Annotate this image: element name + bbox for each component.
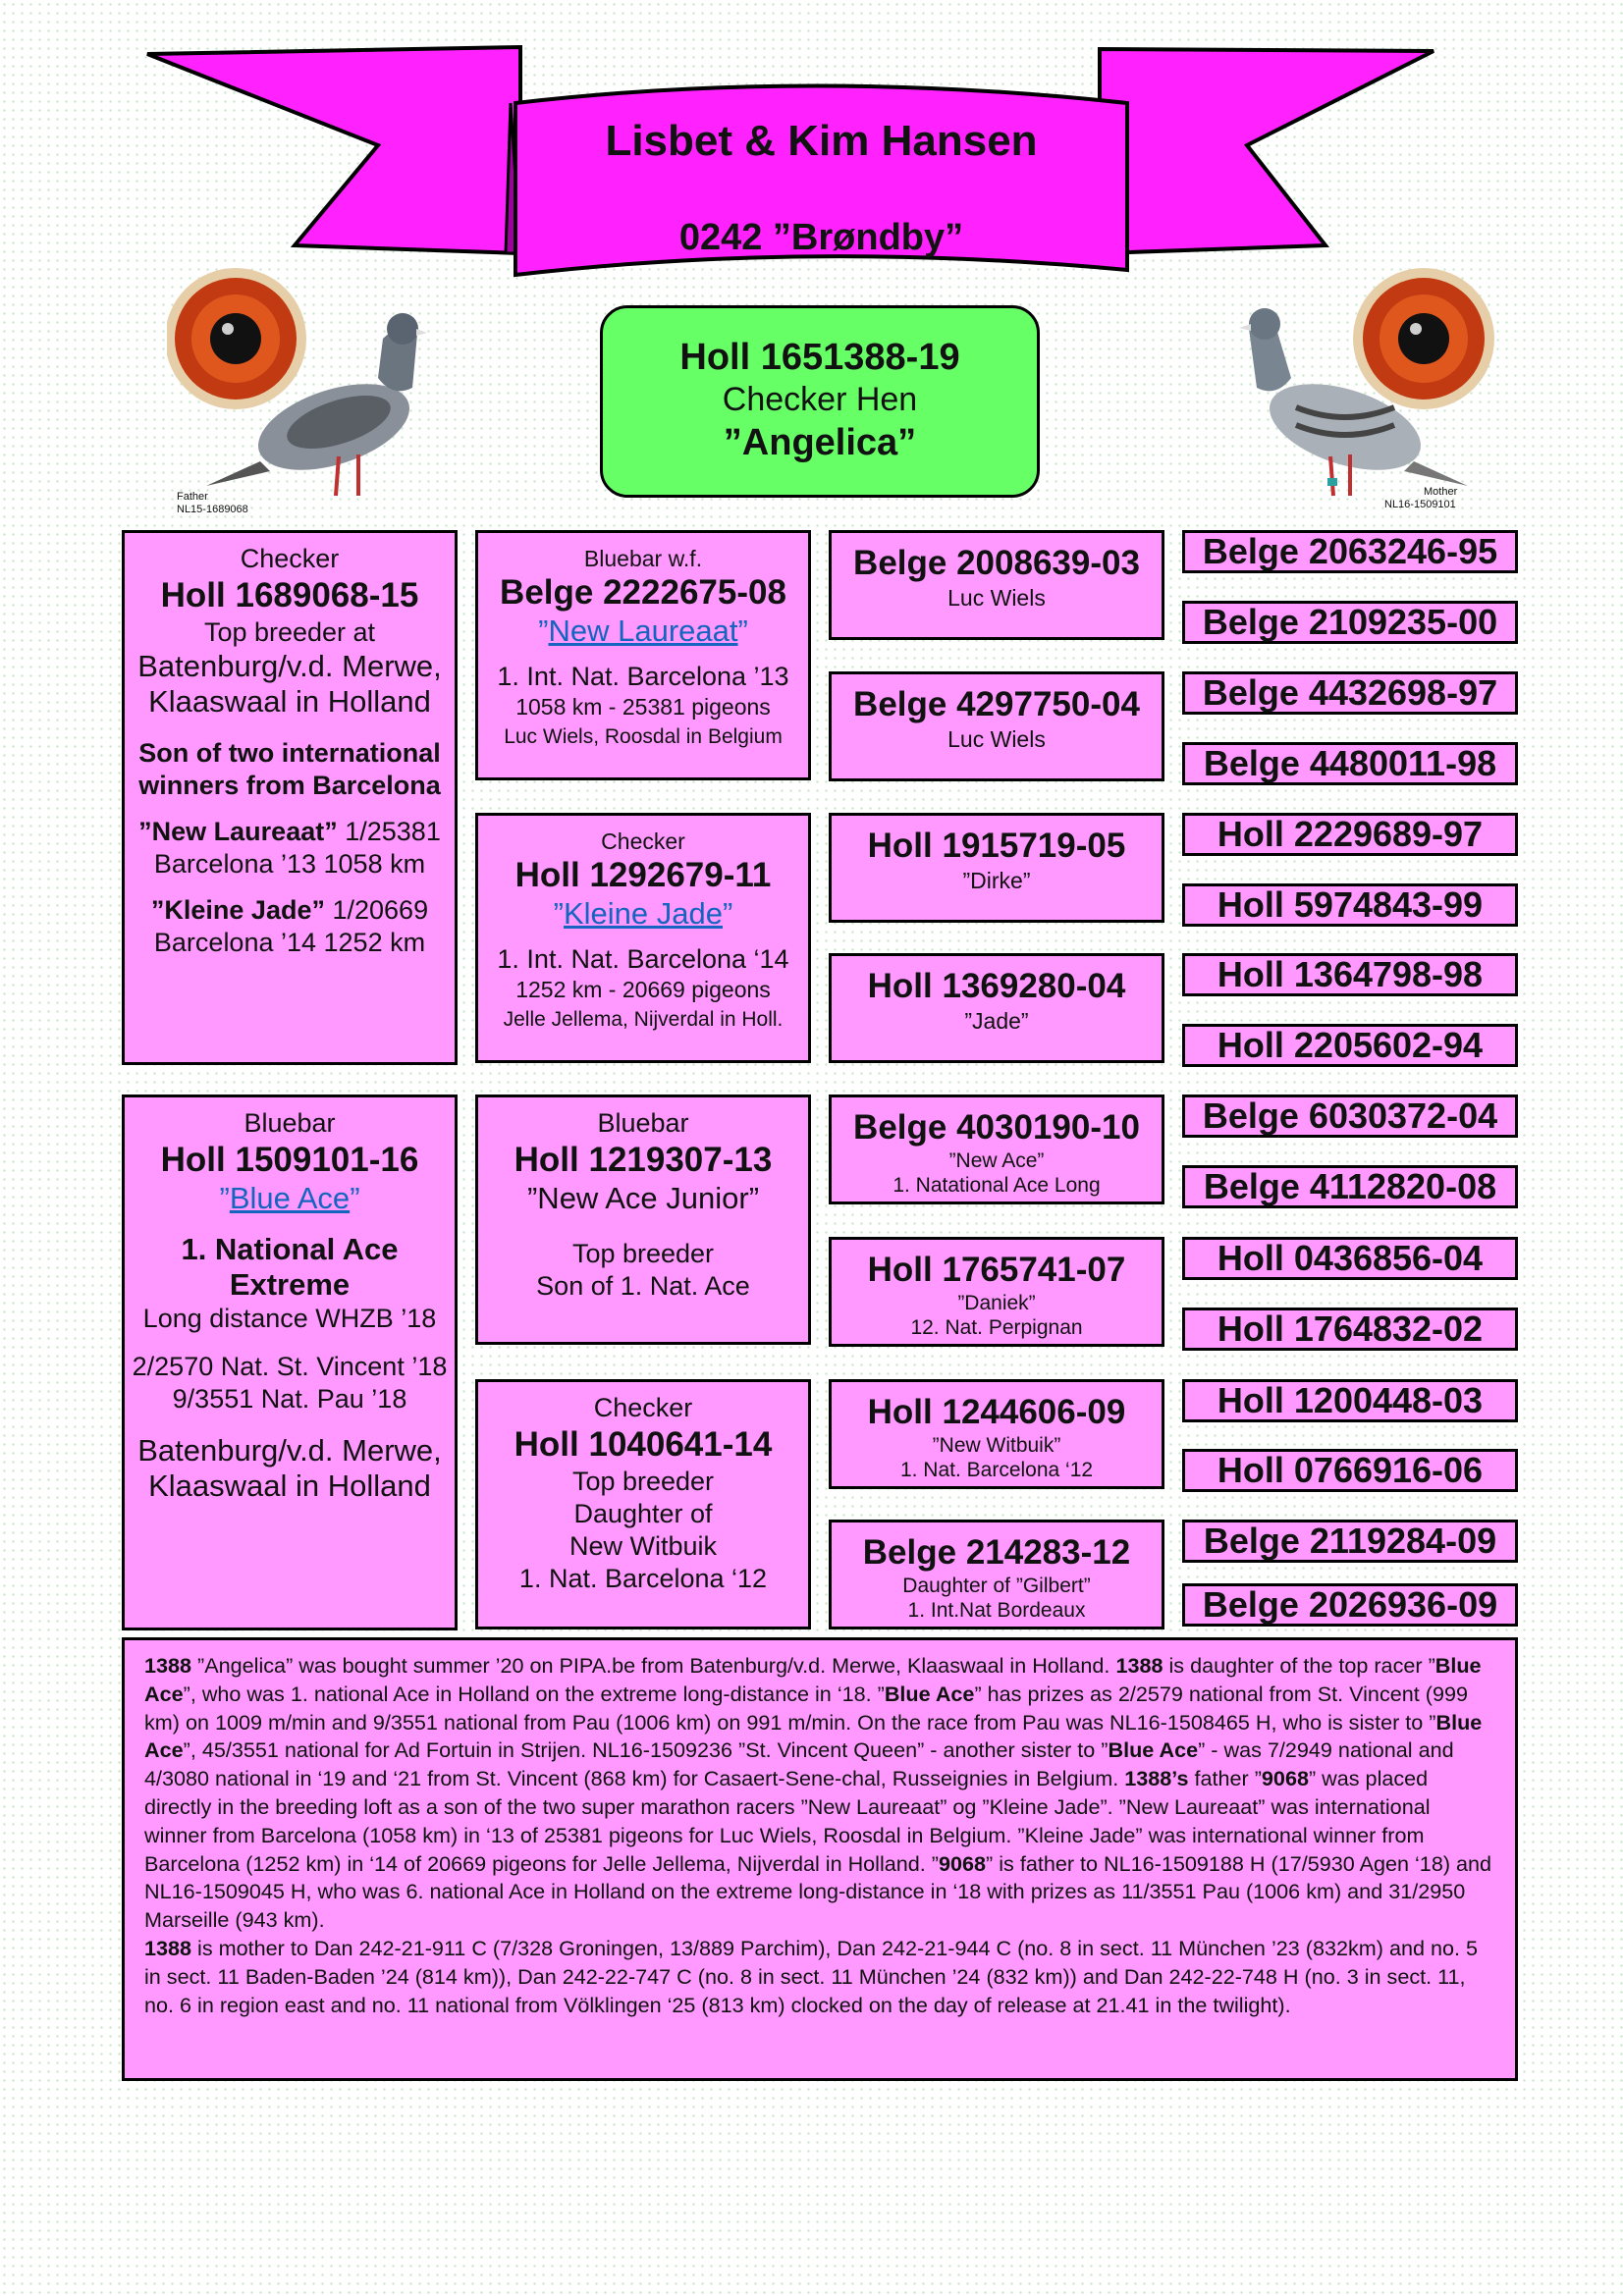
gp3-line1: Top breeder [571,1239,715,1268]
gp4-line3: New Witbuik [568,1531,718,1561]
dam-line2: 2/2570 Nat. St. Vincent ’18 [132,1352,448,1381]
notes-box [122,1637,1518,2081]
gggp-13: Holl 1200448-03 [1182,1379,1518,1422]
notes-run: 9068 [1261,1766,1309,1791]
gggp-6: Holl 5974843-99 [1182,883,1518,927]
ggp5-ring: Belge 4030190-10 [853,1108,1140,1147]
notes-run: Blue Ace [144,1709,1483,1763]
ggp4-l1: ”Jade” [964,1008,1029,1034]
dam-ring: Holl 1509101-16 [160,1141,419,1179]
gp3-name: ”New Ace Junior” [526,1181,760,1215]
gggp-8: Holl 2205602-94 [1182,1024,1518,1067]
gp2-line1: 1. Int. Nat. Barcelona ‘14 [497,944,789,974]
ggp-card-2 [829,671,1164,781]
gp4-line4: 1. Nat. Barcelona ‘12 [518,1564,768,1593]
ggp2-ring: Belge 4297750-04 [853,685,1140,723]
sire-ref2-b: Barcelona ’14 1252 km [153,928,426,957]
notes-run: is daughter of the top racer ” [1163,1653,1435,1678]
ggp7-l2: 1. Nat. Barcelona ‘12 [899,1459,1094,1481]
gp3-ring: Holl 1219307-13 [514,1141,773,1179]
sire-card [122,530,458,1065]
sire-ref1 [125,816,455,848]
ggp5-l1: ”New Ace” [948,1149,1045,1172]
subject-ring: Holl 1651388-19 [679,337,960,378]
gp4-line2: Daughter of [573,1499,713,1528]
notes-run: ” is father to NL16-1509188 H (17/5930 Agen ‘18) and NL16-1509045 H, who was 6. national Ace in Holland on the extreme long-distance in ‘18 with prizes as 11/3551 Pau (1006 km) and 31/2950 Marseille (943 km). [144,1850,1492,1933]
sire-line3: Klaaswaal in Holland [148,684,431,719]
gggp-11: Holl 0436856-04 [1182,1237,1518,1280]
gggp-15: Belge 2119284-09 [1182,1520,1518,1563]
grandparent-card-2 [475,813,811,1063]
sire-ring: Holl 1689068-15 [160,576,419,614]
gp2-ring: Holl 1292679-11 [514,856,772,894]
banner-right-tail [1100,49,1434,253]
dam-name-line [125,1181,455,1216]
sire-color: Checker [240,544,340,573]
gggp-12: Holl 1764832-02 [1182,1308,1518,1351]
dam-line4: Batenburg/v.d. Merwe, [137,1433,442,1468]
gp2-q1: ” [553,896,564,931]
ggp-card-6 [829,1237,1164,1347]
gp2-line3: Jelle Jellema, Nijverdal in Holl. [503,1008,784,1031]
ggp2-l1: Luc Wiels [947,726,1046,752]
gggp-1: Belge 2063246-95 [1182,530,1518,573]
gggp-4: Belge 4480011-98 [1182,742,1518,785]
sire-bold-note-2: winners from Barcelona [138,771,441,800]
ggp-card-5 [829,1095,1164,1204]
sire-bold-note-1: Son of two international [138,738,441,768]
ggp3-l1: ”Dirke” [962,868,1031,893]
gp3-color: Bluebar [597,1108,689,1138]
notes-paragraph-1 [144,1652,1495,1935]
subject-color: Checker Hen [722,381,918,418]
ggp8-l2: 1. Int.Nat Bordeaux [907,1599,1086,1622]
sire-line1: Top breeder at [203,617,376,647]
dam-card [122,1095,458,1630]
gp4-color: Checker [593,1393,693,1422]
gp2-line2: 1252 km - 20669 pigeons [515,977,771,1002]
grandparent-card-1 [475,530,811,780]
gp1-line1: 1. Int. Nat. Barcelona ’13 [497,662,789,691]
dam-name-link[interactable]: Blue Ace [229,1181,351,1215]
dam-line3: 9/3551 Nat. Pau ’18 [172,1384,407,1414]
sire-ref1-a: 1/25381 [337,817,441,846]
ggp6-ring: Holl 1765741-07 [867,1251,1126,1289]
ggp1-ring: Belge 2008639-03 [853,544,1140,582]
gp1-name-link[interactable]: New Laureaat [548,614,738,648]
gp4-ring: Holl 1040641-14 [514,1425,773,1464]
subject-name: ”Angelica” [723,422,917,463]
dam-bold-1: 1. National Ace [181,1232,399,1266]
ggp7-l1: ”New Witbuik” [932,1434,1061,1457]
sire-line2: Batenburg/v.d. Merwe, [137,649,442,683]
gggp-16: Belge 2026936-09 [1182,1583,1518,1627]
gp1-ring: Belge 2222675-08 [500,573,786,612]
notes-run: 1388 [144,1935,192,1960]
gp2-q2: ” [723,896,733,931]
gp1-name-line [478,614,808,649]
dam-line1: Long distance WHZB ’18 [142,1304,437,1333]
ggp-card-4 [829,953,1164,1063]
sire-ref1-b: Barcelona ’13 1058 km [153,849,426,879]
notes-run: 1388’s [1124,1766,1189,1791]
notes-run: Blue Ace [884,1681,975,1706]
ggp3-ring: Holl 1915719-05 [867,827,1126,865]
gp1-color: Bluebar w.f. [583,546,703,571]
father-photo [167,260,427,515]
notes-run: ”, who was 1. national Ace in Holland on the extreme long-distance in ‘18. ” [183,1681,885,1706]
gp2-name-line [478,896,808,932]
subject-card [600,305,1040,498]
banner-left-tail [147,47,520,253]
ggp6-l2: 12. Nat. Perpignan [910,1316,1083,1339]
gggp-14: Holl 0766916-06 [1182,1449,1518,1492]
notes-run: 9068 [939,1850,987,1876]
ggp4-ring: Holl 1369280-04 [867,967,1126,1005]
ggp-card-7 [829,1379,1164,1489]
ggp1-l1: Luc Wiels [947,585,1046,611]
dam-q1: ” [219,1181,230,1215]
mother-photo [1237,260,1497,515]
father-caption-ring: NL15-1689068 [177,504,248,515]
sire-ref2 [125,894,455,927]
father-eye-icon [167,268,306,409]
ggp-card-8 [829,1520,1164,1629]
mother-eye-icon [1353,268,1494,409]
ggp8-ring: Belge 214283-12 [862,1533,1131,1572]
notes-run: Blue Ace [1108,1737,1199,1763]
ggp-card-1 [829,530,1164,640]
gggp-2: Belge 2109235-00 [1182,601,1518,644]
gp1-q1: ” [538,614,549,648]
gggp-9: Belge 6030372-04 [1182,1095,1518,1138]
ggp-card-3 [829,813,1164,923]
notes-run: father ” [1188,1766,1262,1791]
notes-run: ” - was 7/2949 national and 4/3080 national in ‘19 and ‘21 from St. Vincent (868 km) for Casaert-Sene-chal, Russeignies in Belgium. [144,1737,1454,1791]
notes-paragraph-2 [144,1935,1495,2019]
notes-run: Blue Ace [144,1653,1482,1706]
mother-caption-ring: NL16-1509101 [1384,499,1456,510]
gp1-q2: ” [737,614,748,648]
gp1-line3: Luc Wiels, Roosdal in Belgium [504,725,783,748]
gp1-line2: 1058 km - 25381 pigeons [515,694,771,720]
notes-run: ”, 45/3551 national for Ad Fortuin in Strijen. NL16-1509236 ”St. Vincent Queen” - another sister to ” [183,1737,1109,1763]
gggp-7: Holl 1364798-98 [1182,953,1518,996]
ggp8-l1: Daughter of ”Gilbert” [902,1575,1091,1597]
ggp5-l2: 1. Natational Ace Long [893,1174,1101,1197]
grandparent-card-4 [475,1379,811,1629]
notes-run: ” was placed directly in the breeding loft as a son of the two super marathon racers ”New Laureaat” og ”Kleine Jade”. ”New Laureaat” was international winner from Barcelona (1058 km) in ‘13 of 25381 pigeons for Luc Wiels, Roosdal in Belgium. ”Kleine Jade” was international winner from Barcelona (1252 km) in ‘14 of 20669 pigeons for Jelle Jellema, Nijverdal in Holland. ” [144,1766,1431,1876]
dam-q2: ” [350,1181,360,1215]
sire-ref1-name: ”New Laureaat” [138,817,338,846]
banner-loft: 0242 ”Brøndby” [678,217,964,258]
gggp-5: Holl 2229689-97 [1182,813,1518,856]
gggp-3: Belge 4432698-97 [1182,671,1518,715]
father-caption-role: Father [177,491,208,503]
grandparent-card-3 [475,1095,811,1345]
mother-caption-role: Mother [1424,486,1458,498]
ggp6-l1: ”Daniek” [957,1292,1036,1314]
gp2-color: Checker [601,828,685,854]
banner-owner: Lisbet & Kim Hansen [605,117,1038,165]
ggp7-ring: Holl 1244606-09 [867,1393,1126,1431]
dam-color: Bluebar [243,1108,336,1138]
sire-ref2-name: ”Kleine Jade” [150,895,325,925]
dam-line5: Klaaswaal in Holland [148,1468,431,1503]
gp2-name-link[interactable]: Kleine Jade [563,896,723,931]
notes-run: ” has prizes as 2/2579 national from St. Vincent (999 km) on 1009 m/min and 9/3551 national from Pau (1006 km) on 991 m/min. On the race from Pau was NL16-1508465 H, who is sister to ” [144,1681,1468,1735]
notes-run: 1388 [144,1653,192,1678]
dam-bold-2: Extreme [229,1267,351,1302]
gggp-10: Belge 4112820-08 [1182,1165,1518,1208]
notes-run: ”Angelica” was bought summer ’20 on PIPA.be from Batenburg/v.d. Merwe, Klaaswaal in Holland. [191,1653,1116,1678]
sire-ref2-a: 1/20669 [324,895,429,925]
gp3-line2: Son of 1. Nat. Ace [536,1271,750,1301]
notes-run: 1388 [1115,1653,1163,1678]
notes-run: is mother to Dan 242-21-911 C (7/328 Groningen, 13/889 Parchim), Dan 242-21-944 C (no. 8 in sect. 11 München ’23 (832km) and no. 5 in sect. 11 Baden-Baden ’24 (814 km)), Dan 242-22-747 C (no. 8 in sect. 11 München ’24 (832 km)) and Dan 242-22-748 H (no. 3 in sect. 11, no. 6 in region east and no. 11 national from Völklingen ‘25 (813 km) clocked on the day of release at 21.41 in the twilight). [144,1935,1479,2017]
gp4-line1: Top breeder [571,1467,715,1496]
